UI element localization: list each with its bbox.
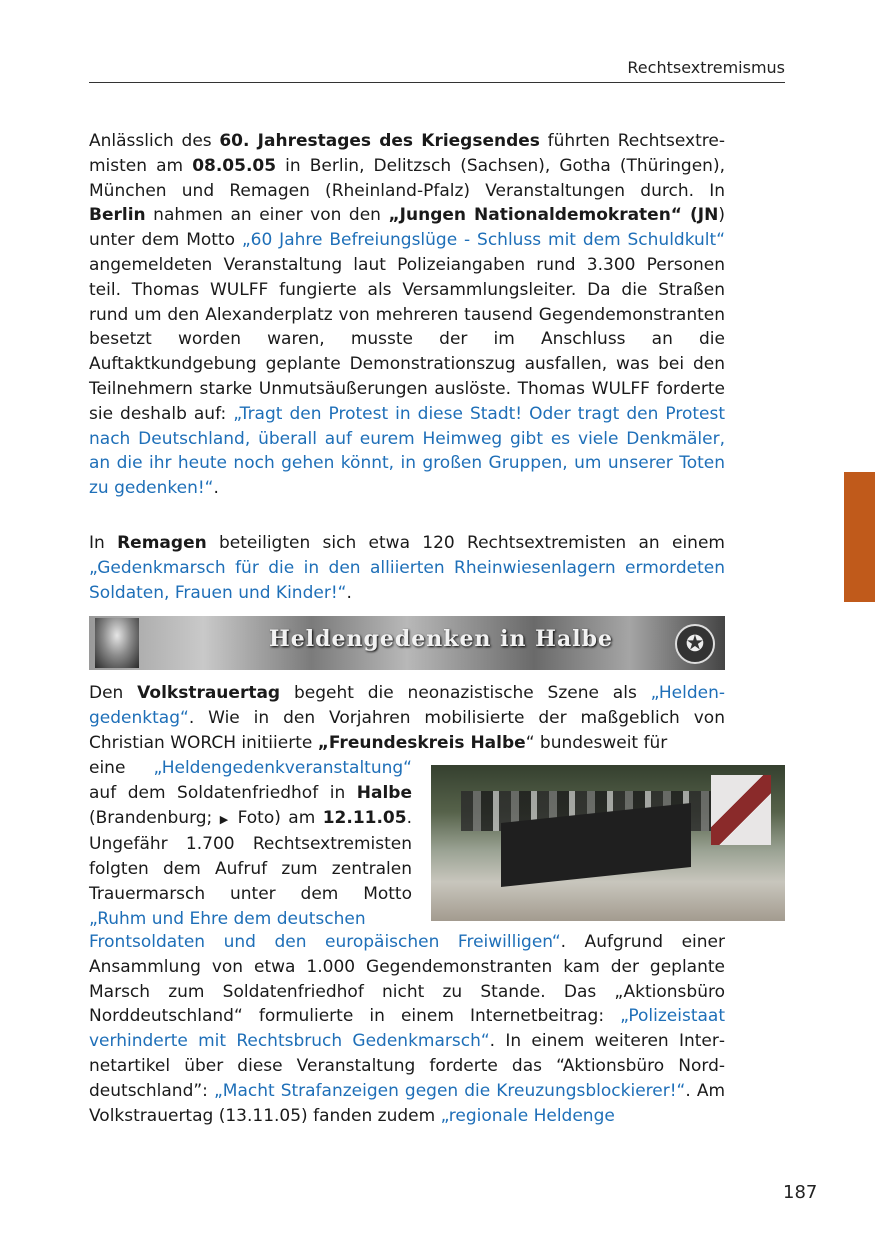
- paragraph-volkstrauertag: Den Volkstrauertag begeht die neonazistische Szene als „Heldengedenktag“. Wie in den Vorjahren mobilisierte der maßgeblich von Christian WORCH initiierte „Freundeskreis Halbe“ bundesweit für: [89, 683, 725, 753]
- page-number: 187: [783, 1182, 818, 1203]
- heldengedenken-banner-image: [89, 616, 725, 670]
- quote-motto-berlin: „60 Jahre Befreiungslüge - Schluss mit dem Schuldkult“: [241, 230, 726, 251]
- paragraph-halbe: eine „Heldengedenkveranstaltung“ auf dem Soldatenfriedhof in Halbe (Brandenburg; ▶ Foto) am 12.11.05. Ungefähr 1.700 Rechtsextremisten folgten dem Aufruf zum zentralen Trauermarsch unter dem Motto „Ruhm und Ehre dem deutschen: [89, 758, 412, 929]
- paragraph-remagen: In Remagen beteiligten sich etwa 120 Rechtsextremisten an einem „Gedenkmarsch für die in den alliierten Rheinwiesenlagern ermordeten Soldaten, Frauen und Kinder!“.: [89, 533, 725, 603]
- paragraph-aktionsbuero: Frontsoldaten und den europäischen Freiwilligen“. Aufgrund einer Ansammlung von etwa 1.000 Gegendemonstranten kam der geplante Marsch zum Soldatenfriedhof nicht zu Stande. Das „Aktionsbüro Norddeutschland“ formulierte in einem Internetbeitrag: „Polizeistaat verhinderte mit Rechtsbruch Gedenkmarsch“. In einem weiteren Internetartikel über diese Veranstaltung forderte das “Aktionsbüro Norddeutschland”: „Macht Strafanzeigen gegen die Kreuzungsblockierer!“. Am Volkstrauertag (13.11.05) fanden zudem „regionale Heldenge: [89, 932, 726, 1126]
- quote-remagen: „Gedenkmarsch für die in den alliierten Rheinwiesenlagern ermordeten Soldaten, Frauen und Kinder!“: [89, 557, 725, 603]
- banner-portrait: [95, 618, 139, 668]
- paragraph-berlin: Anlässlich des 60. Jahrestages des Kriegsendes führten Rechtsextremisten am 08.05.05 in Berlin, Delitzsch (Sachsen), Gotha (Thüringen), München und Remagen (Rheinland-Pfalz) Veranstaltungen durch. In Berlin nahmen an einer von den „Jungen Nationaldemokraten“ (JN) unter dem Motto „60 Jahre Befreiungslüge - Schluss mit dem Schuldkult“ angemeldeten Veranstaltung laut Polizeiangaben rund 3.300 Personen teil. Thomas WULFF fungierte als Versammlungsleiter. Da die Straßen rund um den Alexanderplatz von mehreren tausend Gegendemonstranten besetzt worden waren, musste der im Anschluss an die Auftaktkundgebung geplante Demonstrationszug ausfallen, was bei den Teilnehmern starke Unmutsäußerungen auslöste. Thomas WULFF forderte sie deshalb auf: „Tragt den Protest in diese Stadt! Oder tragt den Protest nach Deutschland, überall auf eurem Heimweg gibt es viele Denkmäler, an die ihr heute noch gehen könnt, in großen Gruppen, um unserer Toten zu gedenken!“.: [89, 131, 726, 499]
- chapter-side-tab: [844, 472, 875, 602]
- quote-strafanzeigen: „Macht Strafanzeigen gegen die Kreuzungsblockierer!“: [213, 1080, 686, 1101]
- halbe-march-photo: [431, 765, 785, 921]
- banner-title: Heldengedenken in Halbe: [269, 626, 613, 652]
- banner-emblem-icon: ✪: [675, 624, 715, 664]
- header-rule: [89, 82, 785, 83]
- quote-heldengedenktag: „Heldengedenktag“: [89, 683, 725, 728]
- quote-wulff: „Tragt den Protest in diese Stadt! Oder tragt den Protest nach Deutschland, überall auf eurem Heimweg gibt es viele Denkmäler, an die ihr heute noch gehen könnt, in großen Gruppen, um unserer Toten zu gedenken!“: [89, 403, 725, 499]
- quote-polizeistaat: „Polizeistaat verhinderte mit Rechtsbruch Gedenkmarsch“: [89, 1006, 725, 1052]
- photo-flag: [711, 775, 771, 845]
- arrow-right-icon: ▶: [219, 812, 231, 826]
- running-header: Rechtsextremismus: [627, 58, 785, 77]
